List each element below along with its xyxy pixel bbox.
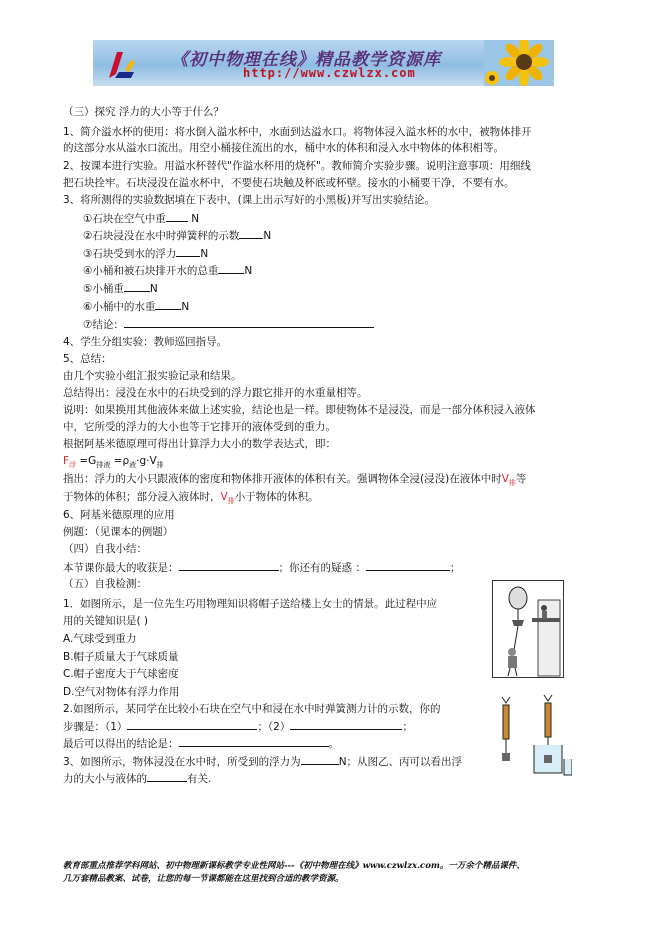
symbol-sub: 排 bbox=[227, 497, 235, 506]
item-label: ③石块受到水的浮力 bbox=[83, 248, 177, 260]
logo-icon bbox=[101, 44, 141, 82]
text-line: 6、阿基米德原理的应用 bbox=[63, 509, 175, 521]
text-line: 3、将所测得的实验数据填在下表中，(课上出示写好的小黑板)并写出实验结论。 bbox=[63, 194, 435, 206]
answer-blank[interactable] bbox=[218, 262, 244, 274]
unit-label: N bbox=[181, 301, 190, 313]
sunflower-image bbox=[484, 40, 554, 86]
unit-label: N bbox=[149, 283, 158, 295]
table-item-5 bbox=[83, 280, 158, 297]
formula-part: =G bbox=[76, 455, 97, 467]
item-label: ⑤小桶重 bbox=[83, 283, 124, 295]
text-part: 等 bbox=[515, 473, 527, 485]
formula-f: F bbox=[63, 455, 70, 467]
text-line: 中，它所受的浮力的大小也等于它排开的液体受到的重力。 bbox=[63, 421, 336, 433]
answer-blank[interactable] bbox=[147, 770, 187, 782]
header-banner bbox=[93, 40, 554, 86]
text-line: 例题：（见课本的例题） bbox=[63, 526, 174, 538]
item-label: ⑦结论： bbox=[83, 319, 124, 331]
banner-title: 《初中物理在线》精品教学资源库 bbox=[171, 50, 441, 70]
text-part: ；（2） bbox=[257, 721, 291, 733]
answer-blank[interactable] bbox=[366, 559, 450, 571]
option-c: C.帽子密度大于气球密度 bbox=[63, 668, 179, 680]
answer-blank[interactable] bbox=[239, 227, 263, 239]
symbol-v: V bbox=[501, 473, 509, 485]
text-line bbox=[63, 559, 460, 576]
unit-label: N bbox=[263, 230, 272, 242]
text-line: 把石块拴牢。石块浸没在溢水杯中，不要使石块触及杯底或杯壁。接水的小桶要干净，不要有水。 bbox=[63, 177, 515, 189]
banner-url: http://www.czwlzx.com bbox=[243, 66, 416, 80]
footer-line: 教育部重点推荐学科网站、初中物理新课标教学专业性网站---《初中物理在线》www.czwlzx.com。一万余个精品课件、 bbox=[63, 861, 525, 871]
text-part: 本节课你最大的收获是： bbox=[63, 562, 179, 574]
answer-blank[interactable] bbox=[290, 718, 402, 730]
option-a: A.气球受到重力 bbox=[63, 633, 137, 645]
page-footer bbox=[63, 860, 603, 886]
question-text bbox=[63, 770, 211, 787]
text-part: 有关. bbox=[187, 773, 212, 785]
text-part: ； bbox=[402, 721, 413, 733]
text-line: 1、简介溢水杯的使用：将水倒入溢水杯中，水面到达溢水口。将物体浸入溢水杯的水中，被物体排开 bbox=[63, 126, 532, 138]
balloon-hat-figure bbox=[492, 580, 564, 678]
section-heading-3: （三）探究 浮力的大小等于什么？ bbox=[63, 106, 224, 118]
text-part: 3、如图所示，物体浸没在水中时，所受到的浮力为 bbox=[63, 756, 301, 768]
section-heading-5: （五）自我检测： bbox=[63, 578, 147, 590]
footer-line: 几万套精品教案、试卷，让您的每一节课都能在这里找到合适的教学资源。 bbox=[63, 874, 344, 884]
text-line: 5、总结： bbox=[63, 353, 112, 365]
text-part: N；从图乙、丙可以看出浮 bbox=[338, 756, 463, 768]
text-part: 力的大小与液体的 bbox=[63, 773, 147, 785]
text-part: 小于物体的体积。 bbox=[234, 491, 319, 503]
option-d: D.空气对物体有浮力作用 bbox=[63, 686, 180, 698]
answer-blank[interactable] bbox=[176, 245, 200, 257]
text-part: ；你还有的疑惑 ： bbox=[278, 562, 366, 574]
text-part: 。 bbox=[328, 738, 339, 750]
formula-sub: 排 bbox=[156, 461, 164, 470]
item-label: ④小桶和被石块排开水的总重 bbox=[83, 265, 219, 277]
table-item-1 bbox=[83, 210, 199, 227]
formula-part: =ρ bbox=[110, 455, 130, 467]
table-item-4 bbox=[83, 262, 252, 279]
formula-sub: 液 bbox=[129, 461, 137, 470]
text-part: 步骤是：（1） bbox=[63, 721, 128, 733]
text-line: 说明：如果换用其他液体来做上述实验，结论也是一样。即使物体不是浸没，而是一部分体积浸入液体 bbox=[63, 404, 536, 416]
text-part: 最后可以得出的结论是： bbox=[63, 738, 179, 750]
question-text bbox=[63, 735, 339, 752]
answer-blank[interactable] bbox=[127, 718, 257, 730]
table-item-7 bbox=[83, 316, 374, 333]
text-part: ； bbox=[449, 562, 461, 574]
text-line: 4、学生分组实验：教师巡回指导。 bbox=[63, 336, 228, 348]
formula-sub: 排液 bbox=[96, 461, 111, 470]
symbol-sub: 排 bbox=[508, 479, 516, 488]
answer-blank[interactable] bbox=[179, 559, 279, 571]
question-text bbox=[63, 753, 462, 770]
conclusion-blank[interactable] bbox=[124, 316, 374, 328]
section-heading-4: （四）自我小结： bbox=[63, 543, 147, 555]
answer-blank[interactable] bbox=[301, 753, 339, 765]
text-line: 根据阿基米德原理可得出计算浮力大小的数学表达式，即： bbox=[63, 438, 336, 450]
answer-blank[interactable] bbox=[124, 280, 150, 292]
symbol-v: V bbox=[220, 491, 228, 503]
text-part: 指出：浮力的大小只跟液体的密度和物体排开液体的体积有关。强调物体全浸(浸没)在液体中时 bbox=[63, 473, 502, 485]
answer-blank[interactable] bbox=[179, 735, 329, 747]
unit-label: N bbox=[191, 213, 200, 225]
unit-label: N bbox=[200, 248, 209, 260]
question-text: 1．如图所示，是一位先生巧用物理知识将帽子送给楼上女士的情景。此过程中应 bbox=[63, 598, 438, 610]
answer-blank[interactable] bbox=[166, 210, 188, 222]
question-text: 2.如图所示，某同学在比较小石块在空气中和浸在水中时弹簧测力计的示数，你的 bbox=[63, 703, 441, 715]
item-label: ②石块浸没在水中时弹簧秤的示数 bbox=[83, 230, 240, 242]
answer-blank[interactable] bbox=[155, 298, 181, 310]
text-line: 总结得出：浸没在水中的石块受到的浮力跟它排开的水重量相等。 bbox=[63, 387, 368, 399]
table-item-3 bbox=[83, 245, 208, 262]
text-line: 由几个实验小组汇报实验记录和结果。 bbox=[63, 370, 242, 382]
question-text bbox=[63, 718, 413, 735]
item-label: ①石块在空气中重 bbox=[83, 213, 166, 225]
table-item-2 bbox=[83, 227, 271, 244]
text-part: 于物体的体积；部分浸入液体时， bbox=[63, 491, 221, 503]
item-label: ⑥小桶中的水重 bbox=[83, 301, 156, 313]
formula-sub: 浮 bbox=[69, 461, 77, 470]
question-text: 用的关键知识是( ) bbox=[63, 615, 149, 627]
table-item-6 bbox=[83, 298, 189, 315]
unit-label: N bbox=[244, 265, 253, 277]
spring-scale-figure bbox=[492, 693, 572, 785]
text-line: 2、按课本进行实验。用溢水杯替代"作溢水杯用的烧杯"。教师简介实验步骤。说明注意事项：用细线 bbox=[63, 160, 531, 172]
option-b: B.帽子质量大于气球质量 bbox=[63, 651, 179, 663]
text-line: 的这部分水从溢水口流出。用空小桶接住流出的水，桶中水的体积和浸入水中物体的体积相等。 bbox=[63, 142, 504, 154]
formula-part: ·g·V bbox=[136, 455, 157, 467]
